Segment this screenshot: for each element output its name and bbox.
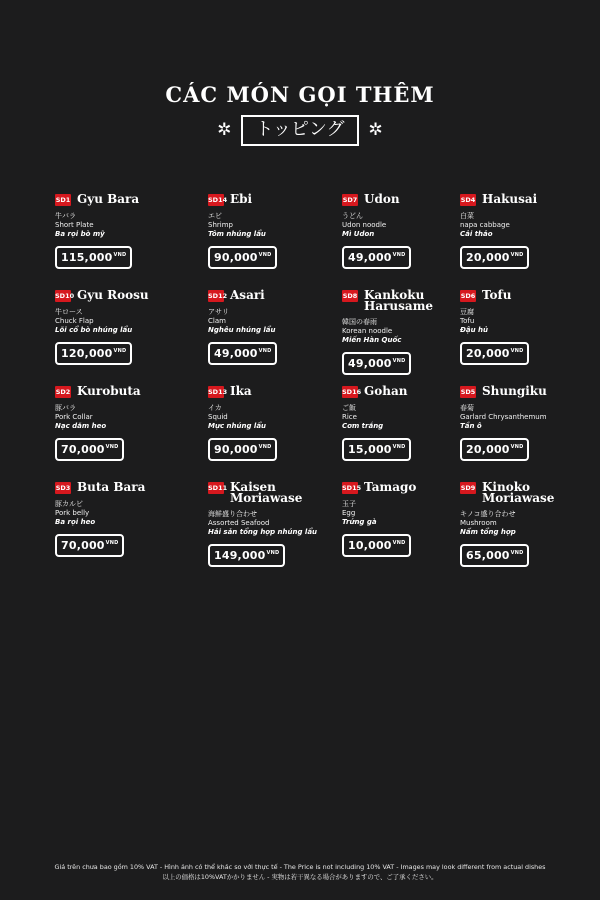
item-price-tag — [460, 438, 529, 461]
item-header — [208, 288, 348, 302]
item-vietnamese-name: Tần ô — [460, 422, 482, 430]
item-price: 120,000 — [61, 347, 113, 360]
item-japanese-name: 豚カルビ — [55, 500, 83, 508]
item-code-badge: SD3 — [55, 484, 71, 492]
item-price: 90,000 — [214, 251, 258, 264]
item-descriptions — [460, 510, 600, 537]
item-descriptions — [55, 212, 195, 239]
item-price: 70,000 — [61, 539, 105, 552]
item-header — [460, 384, 600, 398]
item-japanese-name: 白菜 — [460, 212, 474, 220]
item-price: 10,000 — [348, 539, 392, 552]
item-descriptions — [208, 308, 348, 335]
item-english-name: Squid — [208, 413, 228, 421]
menu-item — [460, 192, 600, 282]
item-price: 70,000 — [61, 443, 105, 456]
footer-line-1: Giá trên chưa bao gồm 10% VAT - Hình ảnh có thể khác so với thực tế - The Price is not including 10% VAT - Images may look different from actual dishes — [54, 863, 546, 871]
item-price: 20,000 — [466, 251, 510, 264]
subtitle-topping: トッピング — [241, 115, 358, 146]
item-japanese-name: ご飯 — [342, 404, 356, 412]
item-name: Buta Bara — [77, 480, 146, 494]
currency-label: VND — [258, 444, 272, 450]
item-price-tag — [55, 342, 132, 365]
item-code-badge: SD5 — [460, 388, 476, 396]
menu-item — [460, 288, 600, 378]
item-descriptions — [55, 500, 195, 527]
item-english-name: Pork Collar — [55, 413, 93, 421]
item-japanese-name: 玉子 — [342, 500, 356, 508]
currency-label: VND — [510, 444, 524, 450]
currency-label: VND — [105, 540, 119, 546]
item-english-name: Pork belly — [55, 509, 90, 517]
item-header — [55, 192, 195, 206]
item-english-name: Garlard Chrysanthemum — [460, 413, 547, 421]
menu-item — [460, 480, 600, 570]
item-vietnamese-name: Ba rọi bò mỹ — [55, 230, 105, 238]
item-price: 65,000 — [466, 549, 510, 562]
item-english-name: Assorted Seafood — [208, 519, 270, 527]
page-title: CÁC MÓN GỌI THÊM — [165, 82, 435, 107]
item-english-name: Egg — [342, 509, 356, 517]
item-code-badge: SD1 — [55, 196, 71, 204]
menu-item — [460, 384, 600, 474]
item-price-tag — [55, 438, 124, 461]
flower-icon-right: ✲ — [368, 120, 383, 140]
item-header — [55, 384, 195, 398]
item-code-badge: SD9 — [460, 484, 476, 492]
item-price-tag — [55, 246, 132, 269]
item-price: 15,000 — [348, 443, 392, 456]
item-english-name: Rice — [342, 413, 357, 421]
item-vietnamese-name: Mì Udon — [342, 230, 375, 238]
item-english-name: Mushroom — [460, 519, 497, 527]
currency-label: VND — [510, 550, 524, 556]
item-vietnamese-name: Nấm tổng hợp — [460, 528, 516, 536]
item-name: Gyu Bara — [77, 192, 140, 206]
item-vietnamese-name: Tôm nhúng lẩu — [208, 230, 266, 238]
item-header — [460, 192, 600, 206]
item-japanese-name: アサリ — [208, 308, 229, 316]
item-vietnamese-name: Mực nhúng lẩu — [208, 422, 267, 430]
item-name: Ebi — [230, 192, 253, 206]
item-vietnamese-name: Lõi cổ bò nhúng lẩu — [55, 326, 133, 334]
item-japanese-name: 牛ロース — [55, 308, 83, 316]
item-name: Hakusai — [482, 192, 538, 206]
currency-label: VND — [258, 348, 272, 354]
item-price-tag — [342, 352, 411, 375]
item-price-tag — [460, 246, 529, 269]
item-code-badge: SD16 — [342, 388, 362, 396]
item-code-badge: SD10 — [55, 292, 75, 300]
item-descriptions — [55, 308, 195, 335]
item-code-badge: SD14 — [208, 196, 228, 204]
item-descriptions — [208, 510, 348, 537]
item-code-badge: SD11 — [208, 484, 228, 492]
item-code-badge: SD13 — [208, 388, 228, 396]
item-price-tag — [55, 534, 124, 557]
menu-item — [55, 480, 195, 570]
item-code-badge: SD6 — [460, 292, 476, 300]
item-header — [460, 480, 600, 504]
item-name: Kankoku Harusame — [364, 288, 434, 313]
item-code-badge: SD12 — [208, 292, 228, 300]
item-price: 115,000 — [61, 251, 113, 264]
item-price-tag — [208, 438, 277, 461]
currency-label: VND — [510, 348, 524, 354]
currency-label: VND — [392, 444, 406, 450]
item-name: Udon — [364, 192, 400, 206]
item-japanese-name: 韓国の春雨 — [342, 318, 377, 326]
menu-item — [208, 480, 348, 570]
currency-label: VND — [392, 252, 406, 258]
item-english-name: Korean noodle — [342, 327, 393, 335]
currency-label: VND — [510, 252, 524, 258]
menu-item — [208, 192, 348, 282]
item-header — [55, 288, 195, 302]
item-price: 49,000 — [348, 251, 392, 264]
item-header — [460, 288, 600, 302]
footer-note — [0, 862, 600, 882]
item-price-tag — [208, 342, 277, 365]
item-price-tag — [460, 544, 529, 567]
menu-item — [208, 384, 348, 474]
item-price: 149,000 — [214, 549, 266, 562]
item-price: 49,000 — [214, 347, 258, 360]
item-name: Kinoko Moriawase — [482, 480, 555, 505]
item-name: Tamago — [364, 480, 417, 494]
item-english-name: Shrimp — [208, 221, 233, 229]
item-name: Shungiku — [482, 384, 547, 398]
currency-label: VND — [266, 550, 280, 556]
currency-label: VND — [392, 540, 406, 546]
item-japanese-name: エビ — [208, 212, 222, 220]
item-price: 49,000 — [348, 357, 392, 370]
item-name: Gohan — [364, 384, 408, 398]
item-descriptions — [460, 212, 600, 239]
item-price: 20,000 — [466, 347, 510, 360]
item-vietnamese-name: Cơm trắng — [342, 422, 384, 430]
item-name: Gyu Roosu — [77, 288, 149, 302]
flower-icon-left: ✲ — [217, 120, 232, 140]
item-japanese-name: 豚バラ — [55, 404, 76, 412]
item-descriptions — [208, 212, 348, 239]
item-english-name: napa cabbage — [460, 221, 510, 229]
currency-label: VND — [258, 252, 272, 258]
item-name: Tofu — [482, 288, 512, 302]
item-price-tag — [460, 342, 529, 365]
item-vietnamese-name: Ba rọi heo — [55, 518, 96, 526]
item-vietnamese-name: Cải thảo — [460, 230, 493, 238]
item-english-name: Tofu — [460, 317, 475, 325]
menu-item — [55, 288, 195, 378]
item-english-name: Udon noodle — [342, 221, 387, 229]
item-english-name: Short Plate — [55, 221, 94, 229]
item-code-badge: SD4 — [460, 196, 476, 204]
item-japanese-name: うどん — [342, 212, 363, 220]
currency-label: VND — [105, 444, 119, 450]
menu-item — [55, 384, 195, 474]
item-header — [208, 192, 348, 206]
item-header — [208, 384, 348, 398]
item-english-name: Chuck Flap — [55, 317, 94, 325]
item-name: Kurobuta — [77, 384, 141, 398]
item-name: Asari — [230, 288, 265, 302]
item-price: 90,000 — [214, 443, 258, 456]
item-japanese-name: イカ — [208, 404, 222, 412]
item-japanese-name: 海鮮盛り合わせ — [208, 510, 257, 518]
item-code-badge: SD8 — [342, 292, 358, 300]
item-vietnamese-name: Đậu hủ — [460, 326, 489, 334]
item-code-badge: SD7 — [342, 196, 358, 204]
item-price: 20,000 — [466, 443, 510, 456]
item-vietnamese-name: Nạc dăm heo — [55, 422, 107, 430]
item-japanese-name: 春菊 — [460, 404, 474, 412]
item-english-name: Clam — [208, 317, 226, 325]
menu-item — [208, 288, 348, 378]
item-vietnamese-name: Nghêu nhúng lẩu — [208, 326, 276, 334]
item-price-tag — [342, 246, 411, 269]
item-descriptions — [208, 404, 348, 431]
item-price-tag — [208, 246, 277, 269]
item-descriptions — [55, 404, 195, 431]
item-header — [55, 480, 195, 494]
item-descriptions — [460, 308, 600, 335]
item-vietnamese-name: Miến Hàn Quốc — [342, 336, 402, 344]
item-code-badge: SD15 — [342, 484, 362, 492]
item-price-tag — [342, 534, 411, 557]
currency-label: VND — [113, 348, 127, 354]
item-name: Kaisen Moriawase — [230, 480, 303, 505]
item-price-tag — [342, 438, 411, 461]
item-vietnamese-name: Trứng gà — [342, 518, 377, 526]
item-code-badge: SD2 — [55, 388, 71, 396]
currency-label: VND — [392, 358, 406, 364]
item-japanese-name: キノコ盛り合わせ — [460, 510, 516, 518]
item-header — [208, 480, 348, 504]
item-price-tag — [208, 544, 285, 567]
menu-item — [55, 192, 195, 282]
footer-line-2: 以上の価格は10%VATかかりません - 実物は若干異なる場合がありますので、ご了承ください。 — [162, 873, 438, 881]
item-japanese-name: 豆腐 — [460, 308, 474, 316]
item-japanese-name: 牛バラ — [55, 212, 76, 220]
currency-label: VND — [113, 252, 127, 258]
item-descriptions — [460, 404, 600, 431]
item-vietnamese-name: Hải sản tổng hợp nhúng lẩu — [208, 528, 318, 536]
item-name: Ika — [230, 384, 252, 398]
